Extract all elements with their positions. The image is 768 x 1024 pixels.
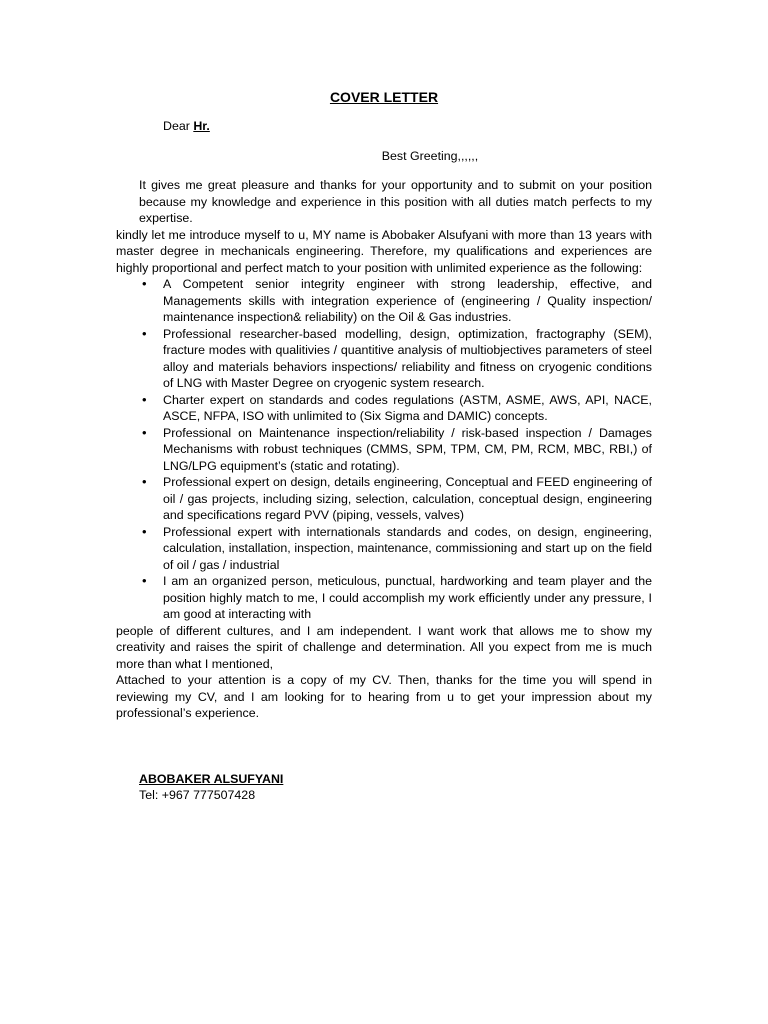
continuation-paragraph: people of different cultures, and I am independent. I want work that allows me to show my creativity and raises the spirit of challenge and determination. All you expect from me is much more than what I mentioned, <box>116 623 652 671</box>
qualifications-list <box>116 276 652 623</box>
letter-title: COVER LETTER <box>329 89 439 105</box>
salutation-name: Hr. <box>193 119 210 133</box>
signature-block <box>139 771 652 804</box>
list-item: • Charter expert on standards and codes regulations (ASTM, ASME, AWS, API, NACE, ASCE, NFPA, ISO with unlimited to (Six Sigma and DAMIC) concepts. <box>163 392 652 425</box>
salutation <box>163 118 652 135</box>
salutation-prefix: Dear <box>163 119 190 133</box>
signature-telephone: Tel: +967 777507428 <box>139 788 256 802</box>
letter-body <box>116 88 652 804</box>
intro-paragraph: It gives me great pleasure and thanks for your opportunity and to submit on your position because my knowledge and experience in this position with all duties match perfects to my expertise. <box>139 178 652 225</box>
list-item: • A Competent senior integrity engineer with strong leadership, effective, and Managements skills with integration experience of (engineering / Quality inspection/ maintenance inspection& reliability) on the Oil & Gas industries. <box>163 276 652 326</box>
list-item: • Professional expert on design, details engineering, Conceptual and FEED engineering of oil / gas projects, including sizing, selection, calculation, conceptual design, engineering and specifications regard PVV (piping, vessels, valves) <box>163 474 652 524</box>
list-item: • Professional on Maintenance inspection/reliability / risk-based inspection / Damages Mechanisms with robust techniques (CMMS, SPM, TPM, CM, PM, RCM, MBC, RBI,) of LNG/LPG equipment’s (static and rotating). <box>163 425 652 475</box>
list-item: • I am an organized person, meticulous, punctual, hardworking and team player and the position highly match to me, I could accomplish my work efficiently under any pressure, I am good at interacting with <box>163 573 652 623</box>
introduction-paragraph: kindly let me introduce myself to u, MY name is Abobaker Alsufyani with more than 13 years with master degree in mechanicals engineering. Therefore, my qualifications and experiences are highly proportional and perfect match to your position with unlimited experience as the following: <box>116 227 652 275</box>
list-item: • Professional expert with internationals standards and codes, on design, engineering, calculation, installation, inspection, maintenance, commissioning and start up on the field of oil / gas / industrial <box>163 524 652 574</box>
signature-name: ABOBAKER ALSUFYANI <box>139 771 284 786</box>
closing-paragraph: Attached to your attention is a copy of my CV. Then, thanks for the time you will spend in reviewing my CV, and I am looking for to hearing from u to get your impression about my professional’s experience. <box>116 673 652 720</box>
greeting: Best Greeting,,,,,, <box>381 148 479 163</box>
list-item: • Professional researcher-based modelling, design, optimization, fractography (SEM), fracture modes with qualitivies / quantitive analysis of multiobjectives parameters of steel alloy and materials behaviors inspections/ reliability and fitness on cryogenic conditions of LNG with Master Degree on cryogenic system research. <box>163 326 652 392</box>
